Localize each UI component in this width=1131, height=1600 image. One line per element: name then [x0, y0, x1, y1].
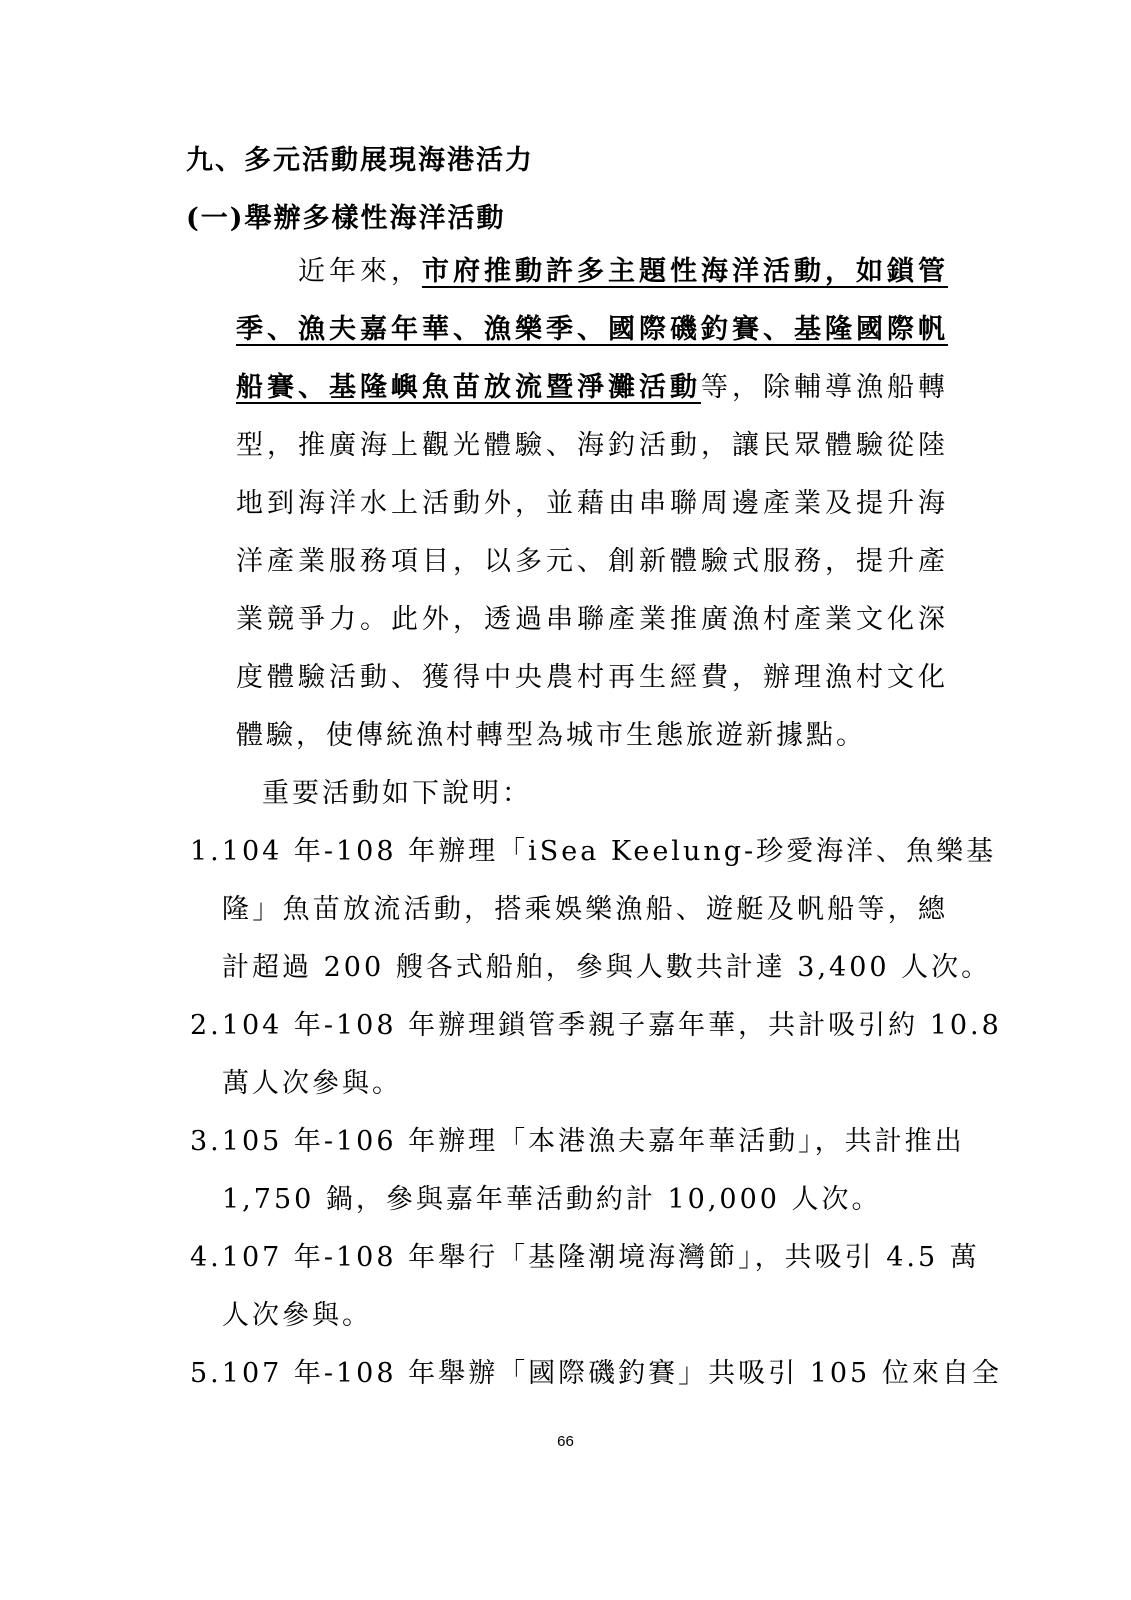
- list-item-3-line-1: 3.105 年-106 年辦理「本港漁夫嘉年華活動」，共計推出: [190, 1126, 965, 1157]
- page-number: 66: [557, 1433, 574, 1450]
- paragraph-line-3: [236, 370, 948, 406]
- paragraph-line-9: 體驗，使傳統漁村轉型為城市生態旅遊新據點。: [236, 720, 866, 751]
- list-item-4-line-2: 人次參與。: [222, 1300, 372, 1331]
- paragraph-line-5: 地到海洋水上活動外，並藉由串聯周邊產業及提升海: [236, 488, 948, 519]
- list-item-3-line-2: 1,750 鍋，參與嘉年華活動約計 10,000 人次。: [222, 1184, 882, 1215]
- list-item-4-line-1: 4.107 年-108 年舉行「基隆潮境海灣節」，共吸引 4.5 萬: [190, 1242, 980, 1273]
- paragraph-line-8: 度體驗活動、獲得中央農村再生經費，辦理漁村文化: [236, 662, 948, 693]
- list-intro: 重要活動如下說明：: [262, 778, 532, 809]
- highlighted-text: 季、漁夫嘉年華、漁樂季、國際磯釣賽、基隆國際帆: [236, 314, 948, 345]
- paragraph-line-7: 業競爭力。此外，透過串聯產業推廣漁村產業文化深: [236, 604, 948, 635]
- section-heading: 九、多元活動展現海港活力: [186, 145, 534, 176]
- list-item-2-line-2: 萬人次參與。: [222, 1068, 402, 1099]
- paragraph-line-6: 洋產業服務項目，以多元、創新體驗式服務，提升產: [236, 546, 948, 577]
- paragraph-line-1: [298, 254, 948, 290]
- list-item-1-line-2: 隆」魚苗放流活動，搭乘娛樂漁船、遊艇及帆船等，總: [222, 894, 948, 925]
- subsection-heading: (一)舉辦多樣性海洋活動: [186, 203, 506, 234]
- paragraph-line-2: [236, 312, 948, 348]
- list-item-5-line-1: 5.107 年-108 年舉辦「國際磯釣賽」共吸引 105 位來自全: [190, 1358, 1002, 1389]
- list-item-1-line-3: 計超過 200 艘各式船舶，參與人數共計達 3,400 人次。: [222, 952, 992, 983]
- list-item-2-line-1: 2.104 年-108 年辦理鎖管季親子嘉年華，共計吸引約 10.8: [190, 1010, 1002, 1041]
- highlighted-text: 船賽、基隆嶼魚苗放流暨淨灘活動: [236, 372, 701, 403]
- list-item-1-line-1: 1.104 年-108 年辦理「iSea Keelung-珍愛海洋、魚樂基: [190, 836, 997, 867]
- paragraph-lead: 近年來，: [298, 256, 422, 287]
- paragraph-line-4: 型，推廣海上觀光體驗、海釣活動，讓民眾體驗從陸: [236, 430, 948, 461]
- highlighted-text: 市府推動許多主題性海洋活動，如鎖管: [422, 256, 948, 287]
- paragraph-text: 等，除輔導漁船轉: [701, 372, 948, 403]
